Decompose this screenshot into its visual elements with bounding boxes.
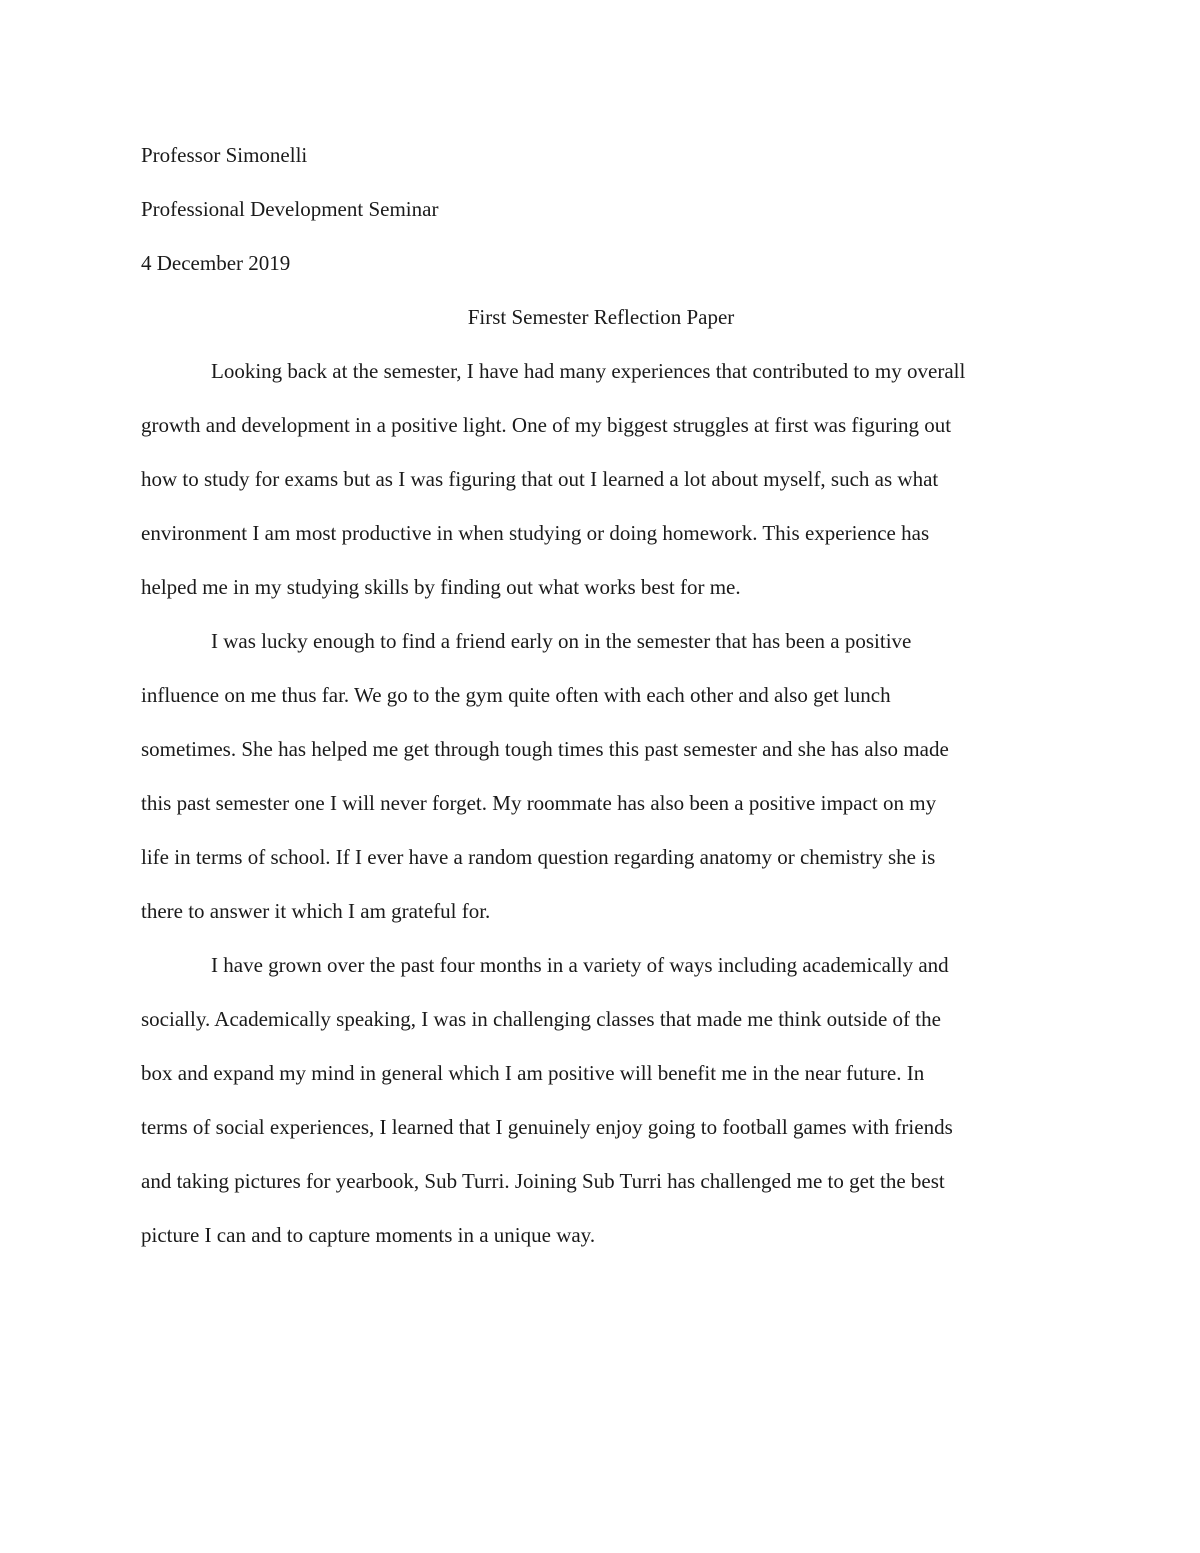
paragraph-line: life in terms of school. If I ever have a random question regarding anatomy or chemistry she is xyxy=(141,845,936,869)
paragraph-line: this past semester one I will never forget. My roommate has also been a positive impact on my xyxy=(141,791,937,815)
document-body xyxy=(141,128,1061,1262)
paragraph-line: helped me in my studying skills by finding out what works best for me. xyxy=(141,575,741,599)
paragraph-3 xyxy=(141,938,1061,1262)
paragraph-line: socially. Academically speaking, I was in challenging classes that made me think outside of the xyxy=(141,1007,941,1031)
paragraph-line: terms of social experiences, I learned that I genuinely enjoy going to football games with friends xyxy=(141,1115,953,1139)
paragraph-line: environment I am most productive in when studying or doing homework. This experience has xyxy=(141,521,930,545)
paragraph-line: and taking pictures for yearbook, Sub Turri. Joining Sub Turri has challenged me to get the best xyxy=(141,1169,945,1193)
paragraph-line: picture I can and to capture moments in a unique way. xyxy=(141,1223,596,1247)
paragraph-line: growth and development in a positive light. One of my biggest struggles at first was figuring out xyxy=(141,413,952,437)
document-date: 4 December 2019 xyxy=(141,251,291,275)
paper-title: First Semester Reflection Paper xyxy=(467,305,735,329)
paragraph-line: I have grown over the past four months in a variety of ways including academically and xyxy=(211,953,949,977)
paragraph-line: there to answer it which I am grateful for. xyxy=(141,899,491,923)
paragraph-line: influence on me thus far. We go to the gym quite often with each other and also get lunch xyxy=(141,683,891,707)
paragraph-line: how to study for exams but as I was figuring that out I learned a lot about myself, such as what xyxy=(141,467,939,491)
paragraph-line: box and expand my mind in general which I am positive will benefit me in the near future. In xyxy=(141,1061,925,1085)
paragraph-line: Looking back at the semester, I have had many experiences that contributed to my overall xyxy=(211,359,966,383)
paragraph-1 xyxy=(141,344,1061,614)
paragraph-2 xyxy=(141,614,1061,938)
instructor-name: Professor Simonelli xyxy=(141,143,308,167)
paragraph-line: sometimes. She has helped me get through tough times this past semester and she has also made xyxy=(141,737,949,761)
course-name: Professional Development Seminar xyxy=(141,197,439,221)
paragraph-line: I was lucky enough to find a friend early on in the semester that has been a positive xyxy=(211,629,912,653)
